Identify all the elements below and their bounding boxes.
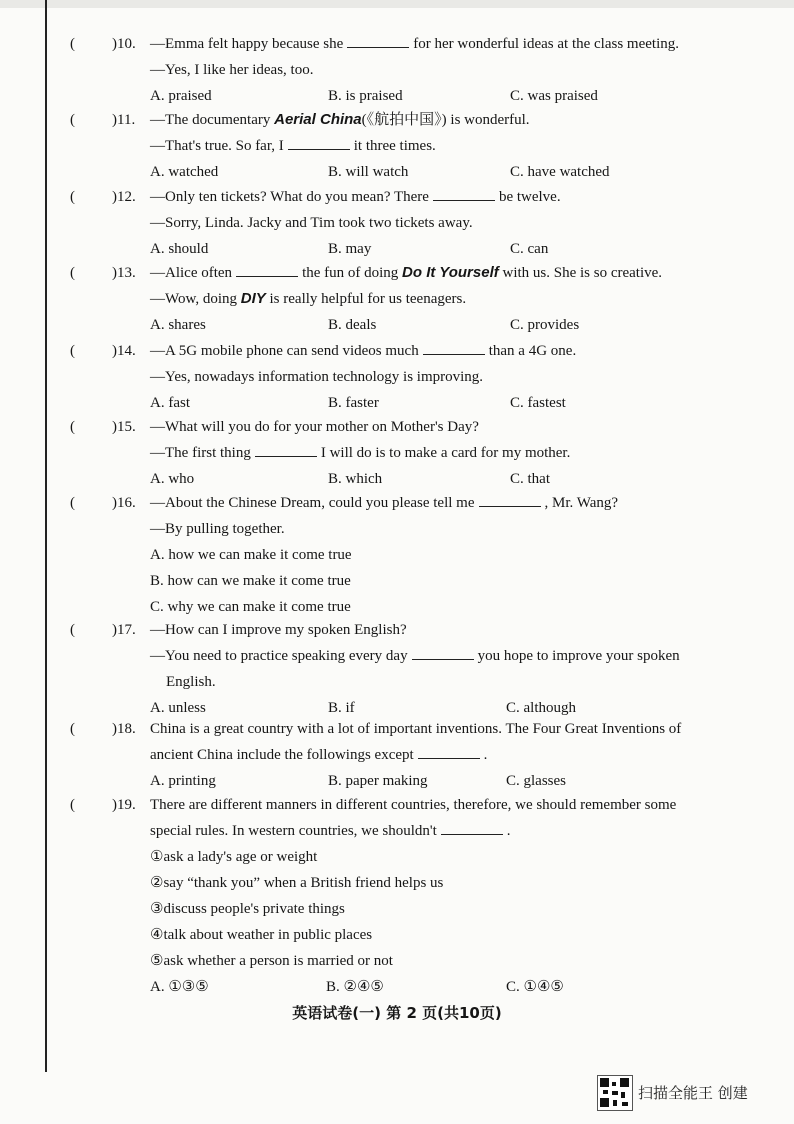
stem-text: is wonderful.	[450, 112, 530, 128]
answer-paren[interactable]: (	[70, 36, 75, 52]
question-14	[70, 338, 720, 416]
dialog-line: —Yes, nowadays information technology is improving.	[150, 369, 484, 385]
answer-blank[interactable]	[479, 492, 541, 507]
stem-text: for her wonderful ideas at the class meeting.	[413, 36, 680, 52]
question-number: )18.	[112, 721, 136, 737]
answer-paren[interactable]: (	[70, 622, 75, 638]
numbered-item: ②say “thank you” when a British friend helps us	[150, 875, 444, 891]
numbered-item: ⑤ask whether a person is married or not	[150, 953, 393, 969]
option-c[interactable]: C. although	[506, 700, 576, 716]
answer-paren[interactable]: (	[70, 343, 75, 359]
answer-paren[interactable]: (	[70, 419, 75, 435]
dialog-line: —By pulling together.	[150, 521, 285, 537]
answer-blank[interactable]	[441, 820, 503, 835]
answer-paren[interactable]: (	[70, 189, 75, 205]
dialog-line: —Yes, I like her ideas, too.	[150, 62, 314, 78]
answer-blank[interactable]	[423, 340, 485, 355]
option-b[interactable]: B. deals	[328, 317, 377, 333]
question-number: )11.	[112, 112, 136, 128]
option-c[interactable]: C. can	[510, 241, 549, 257]
stem-text: with us. She is so creative.	[502, 265, 663, 281]
stem-text: .	[483, 747, 488, 763]
question-19	[70, 792, 720, 1000]
numbered-item: ①ask a lady's age or weight	[150, 849, 318, 865]
page-footer: 英语试卷(一) 第 2 页(共10页)	[292, 1004, 502, 1022]
answer-blank[interactable]	[412, 645, 474, 660]
option-c[interactable]: C. was praised	[510, 88, 598, 104]
option-c[interactable]: C. ①④⑤	[506, 979, 564, 995]
dialog-line: I will do is to make a card for my mother.	[320, 445, 571, 461]
title-italic: Do It Yourself	[402, 264, 499, 281]
stem-text: —Only ten tickets? What do you mean? There	[150, 189, 429, 205]
question-number: )14.	[112, 343, 136, 359]
numbered-item: ③discuss people's private things	[150, 901, 345, 917]
answer-blank[interactable]	[288, 135, 350, 150]
stem-text: There are different manners in different countries, therefore, we should remember some	[150, 797, 677, 813]
question-11	[70, 107, 720, 185]
question-10	[70, 31, 720, 109]
question-17	[70, 617, 720, 721]
question-number: )17.	[112, 622, 136, 638]
stem-text: —A 5G mobile phone can send videos much	[150, 343, 419, 359]
stem-text: , Mr. Wang?	[544, 495, 619, 511]
question-number: )15.	[112, 419, 136, 435]
option-c[interactable]: C. glasses	[506, 773, 566, 789]
chinese-title: (《航拍中国》)	[361, 112, 447, 128]
stem-text: —How can I improve my spoken English?	[150, 622, 407, 638]
stem-text: —Emma felt happy because she	[150, 36, 344, 52]
question-16	[70, 490, 720, 620]
dialog-line: is really helpful for us teenagers.	[269, 291, 467, 307]
stem-text: ancient China include the followings except	[150, 747, 414, 763]
option-a[interactable]: A. shares	[150, 317, 206, 333]
stem-text: than a 4G one.	[488, 343, 577, 359]
margin-line	[45, 0, 47, 1072]
scanner-watermark: 扫描全能王 创建	[638, 1084, 748, 1102]
stem-text: China is a great country with a lot of important inventions. The Four Great Inventions of	[150, 721, 682, 737]
stem-text: —Alice often	[150, 265, 233, 281]
top-edge	[0, 0, 794, 8]
stem-text: —What will you do for your mother on Mother's Day?	[150, 419, 479, 435]
stem-text: —The documentary	[150, 112, 271, 128]
option-a[interactable]: A. printing	[150, 773, 216, 789]
option-b[interactable]: B. if	[328, 700, 355, 716]
option-c[interactable]: C. fastest	[510, 395, 566, 411]
option-b[interactable]: B. faster	[328, 395, 379, 411]
option-c[interactable]: C. have watched	[510, 164, 610, 180]
qr-code-icon	[597, 1075, 633, 1111]
option-b[interactable]: B. ②④⑤	[326, 979, 384, 995]
question-number: )16.	[112, 495, 136, 511]
dialog-line: English.	[166, 674, 216, 690]
option-a[interactable]: A. ①③⑤	[150, 979, 209, 995]
title-italic: Aerial China	[274, 111, 362, 128]
answer-blank[interactable]	[255, 442, 317, 457]
dialog-line: —That's true. So far, I	[150, 138, 284, 154]
title-italic: DIY	[240, 290, 266, 307]
numbered-item: ④talk about weather in public places	[150, 927, 373, 943]
stem-text: —About the Chinese Dream, could you please tell me	[150, 495, 475, 511]
answer-paren[interactable]: (	[70, 265, 75, 281]
option-a[interactable]: A. who	[150, 471, 195, 487]
dialog-line: —Wow, doing	[150, 291, 237, 307]
answer-blank[interactable]	[347, 33, 409, 48]
option-a[interactable]: A. watched	[150, 164, 219, 180]
stem-text: special rules. In western countries, we shouldn't	[150, 823, 437, 839]
dialog-line: you hope to improve your spoken	[477, 648, 680, 664]
question-number: )12.	[112, 189, 136, 205]
question-13	[70, 260, 720, 338]
answer-paren[interactable]: (	[70, 721, 75, 737]
option-b[interactable]: B. is praised	[328, 88, 403, 104]
question-number: )10.	[112, 36, 136, 52]
option-b[interactable]: B. which	[328, 471, 383, 487]
option-c[interactable]: C. provides	[510, 317, 580, 333]
option-a[interactable]: A. how we can make it come true	[150, 547, 352, 563]
answer-paren[interactable]: (	[70, 112, 75, 128]
option-c[interactable]: C. why we can make it come true	[150, 599, 351, 615]
question-15	[70, 414, 720, 492]
option-c[interactable]: C. that	[510, 471, 550, 487]
answer-blank[interactable]	[418, 744, 480, 759]
option-b[interactable]: B. how can we make it come true	[150, 573, 351, 589]
dialog-line: —You need to practice speaking every day	[150, 648, 408, 664]
option-a[interactable]: A. fast	[150, 395, 190, 411]
stem-text: .	[506, 823, 511, 839]
answer-paren[interactable]: (	[70, 495, 75, 511]
option-b[interactable]: B. paper making	[328, 773, 428, 789]
option-a[interactable]: A. should	[150, 241, 209, 257]
question-18	[70, 716, 720, 794]
dialog-line: —Sorry, Linda. Jacky and Tim took two tickets away.	[150, 215, 473, 231]
question-12	[70, 184, 720, 262]
stem-text: the fun of doing	[302, 265, 399, 281]
option-a[interactable]: A. unless	[150, 700, 206, 716]
answer-paren[interactable]: (	[70, 797, 75, 813]
option-b[interactable]: B. may	[328, 241, 372, 257]
dialog-line: it three times.	[353, 138, 436, 154]
question-number: )13.	[112, 265, 136, 281]
question-number: )19.	[112, 797, 136, 813]
option-a[interactable]: A. praised	[150, 88, 212, 104]
answer-blank[interactable]	[236, 262, 298, 277]
dialog-line: —The first thing	[150, 445, 251, 461]
option-b[interactable]: B. will watch	[328, 164, 409, 180]
answer-blank[interactable]	[433, 186, 495, 201]
stem-text: be twelve.	[498, 189, 561, 205]
